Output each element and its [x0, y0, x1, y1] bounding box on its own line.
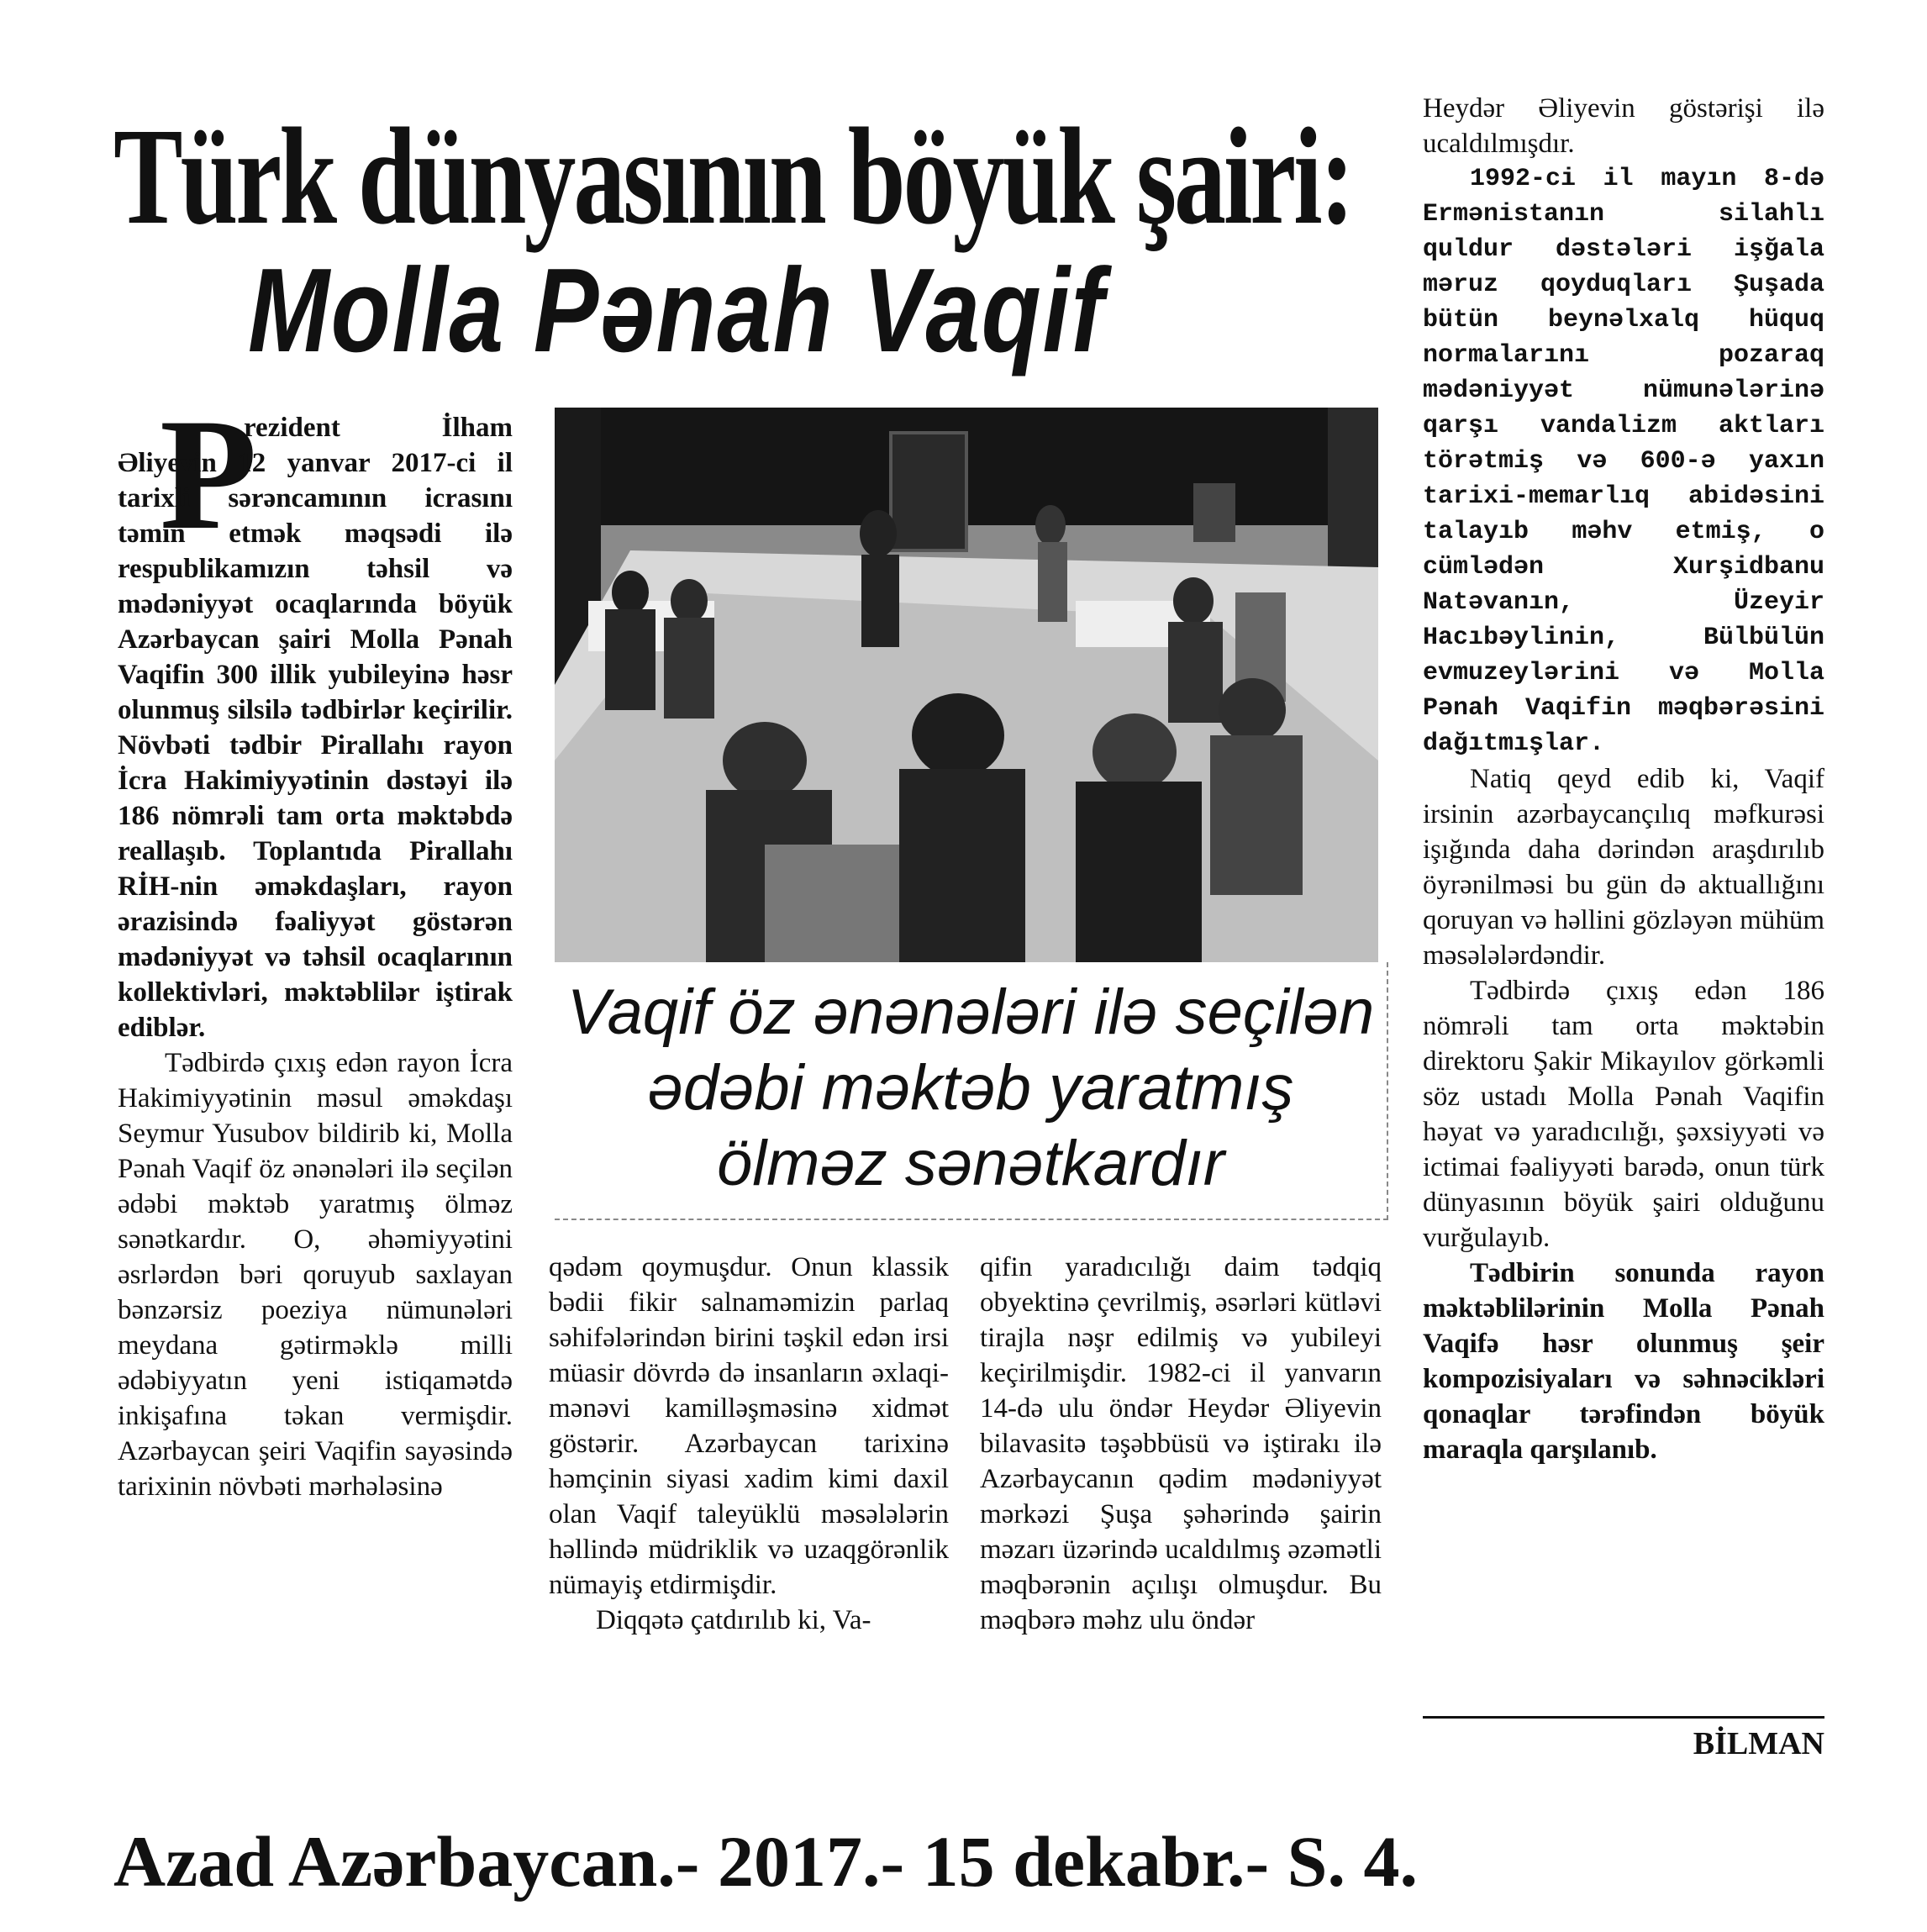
event-photo — [555, 408, 1378, 962]
pull-quote-line2: ədəbi məktəb yaratmış — [647, 1052, 1294, 1124]
column-3 — [980, 1250, 1382, 1638]
column-4-paragraph-4: Tədbirdə çıxış edən 186 nömrəli tam orta məktəbin direktoru Şakir Mikayılov görkəmli söz ustadı Molla Pənah Vaqifin həyat və yaradıcılığı, şəxsiyyəti və ictimai fəaliyyəti barədə, onun türk dünyasının böyük şairi olduğunu vurğulayıb. — [1423, 976, 1824, 1253]
pull-quote — [563, 975, 1378, 1202]
column-1 — [118, 387, 513, 1504]
column-3-paragraph-1: qifin yaradıcılığı daim tədqiq obyektinə çevrilmiş, əsərləri kütləvi tirajla nəşr edilmiş və yubileyi keçirilmişdir. 1982-ci il yanvarın 14-də ulu öndər Heydər Əliyevin bilavasitə təşəbbüsü və iştirakı ilə Azərbaycanın qədim mədəniyyət mərkəzi Şuşa şəhərində şairin məzarı üzərində ucaldılmış əzəmətli məqbərənin açılışı olmuşdur. Bu məqbərə məhz ulu öndər — [980, 1252, 1382, 1635]
lead-paragraph: rezident İlham Əliyevin 12 yanvar 2017-ci il tarixli sərəncamının icrasını təmin etmək məqsədi ilə respublikamızın təhsil və mədəniyyət ocaqlarında böyük Azərbaycan şairi Molla Pənah Vaqifin 300 illik yubileyinə həsr olunmuş silsilə tədbirlər keçirilir. Növbəti tədbir Pirallahı rayon İcra Hakimiyyətinin dəstəyi ilə 186 nömrəli tam orta məktəbdə reallaşıb. Toplantıda Pirallahı RİH-nin əməkdaşları, rayon ərazisində fəaliyyət göstərən mədəniyyət və təhsil ocaqlarının kollektivləri, məktəblilər iştirak ediblər. — [118, 413, 513, 1043]
signature-rule — [1423, 1716, 1824, 1719]
drop-cap: P — [160, 387, 258, 563]
pull-quote-line1: Vaqif öz ənənələri ilə seçilən — [566, 977, 1375, 1048]
column-2 — [549, 1250, 949, 1638]
column-2-paragraph-2: Diqqətə çatdırılıb ki, Va- — [596, 1605, 871, 1635]
headline-line1: Türk dünyasının böyük şairi: — [113, 99, 1352, 253]
column-4-paragraph-5: Tədbirin sonunda rayon məktəblilərinin Molla Pənah Vaqifə həsr olunmuş şeir kompozisiyaları və səhnəcikləri qonaqlar tərəfindən böyük maraqla qarşılanıb. — [1423, 1258, 1824, 1465]
column-2-paragraph-1: qədəm qoymuşdur. Onun klassik bədii fikir salnaməmizin parlaq səhifələrindən birini təşkil edən irsi müasir dövrdə də insanların əxlaqi-mənəvi kamilləşməsinə xidmət göstərir. Azərbaycan tarixinə həmçinin siyasi xadim kimi daxil olan Vaqif taleyüklü məsələlərin həllində müdriklik və uzaqgörənlik nümayiş etdirmişdir. — [549, 1252, 949, 1600]
event-photo-drawing — [555, 408, 1378, 962]
pull-quote-line3: ölməz sənətkardır — [716, 1128, 1225, 1199]
source-citation: Azad Azərbaycan.- 2017.- 15 dekabr.- S. 4. — [113, 1821, 1418, 1902]
headline-line2: Molla Pənah Vaqif — [248, 244, 1105, 377]
column-1-paragraph: Tədbirdə çıxış edən rayon İcra Hakimiyyətinin məsul əməkdaşı Seymur Yusubov bildirib ki, Molla Pənah Vaqif öz ənənələri ilə seçilən ədəbi məktəb yaratmış ölməz sənətkardır. O, əhəmiyyətini əsrlərdən bəri qoruyub saxlayan bənzərsiz poeziya nümunələri meydana gətirməklə milli ədəbiyyatın yeni istiqamətdə inkişafına təkan vermişdir. Azərbaycan şeiri Vaqifin sayəsində tarixinin növbəti mərhələsinə — [118, 1048, 513, 1502]
column-4-paragraph-3: Natiq qeyd edib ki, Vaqif irsinin azərbaycançılıq məfkurəsi işığında daha dərindən araşdırılıb öyrənilməsi bu gün də aktuallığını qoruyan və həllini gözləyən mühüm məsələlərdəndir. — [1423, 764, 1824, 971]
column-4-paragraph-2: 1992-ci il mayın 8-də Ermənistanın silahlı quldur dəstələri işğala məruz qoyduqları Şuşada bütün beynəlxalq hüquq normalarını pozaraq mədəniyyət nümunələrinə qarşı vandalizm aktları törətmiş və 600-ə yaxın tarixi-memarlıq abidəsini talayıb məhv etmiş, o cümlədən Xurşidbanu Natəvanın, Üzeyir Hacıbəylinin, Bülbülün evmuzeylərini və Molla Pənah Vaqifin məqbərəsini dağıtmışlar. — [1423, 165, 1824, 758]
column-4 — [1423, 91, 1824, 1467]
column-4-paragraph-1: Heydər Əliyevin göstərişi ilə ucaldılmışdır. — [1423, 93, 1824, 159]
author-signature: BİLMAN — [1693, 1726, 1824, 1761]
